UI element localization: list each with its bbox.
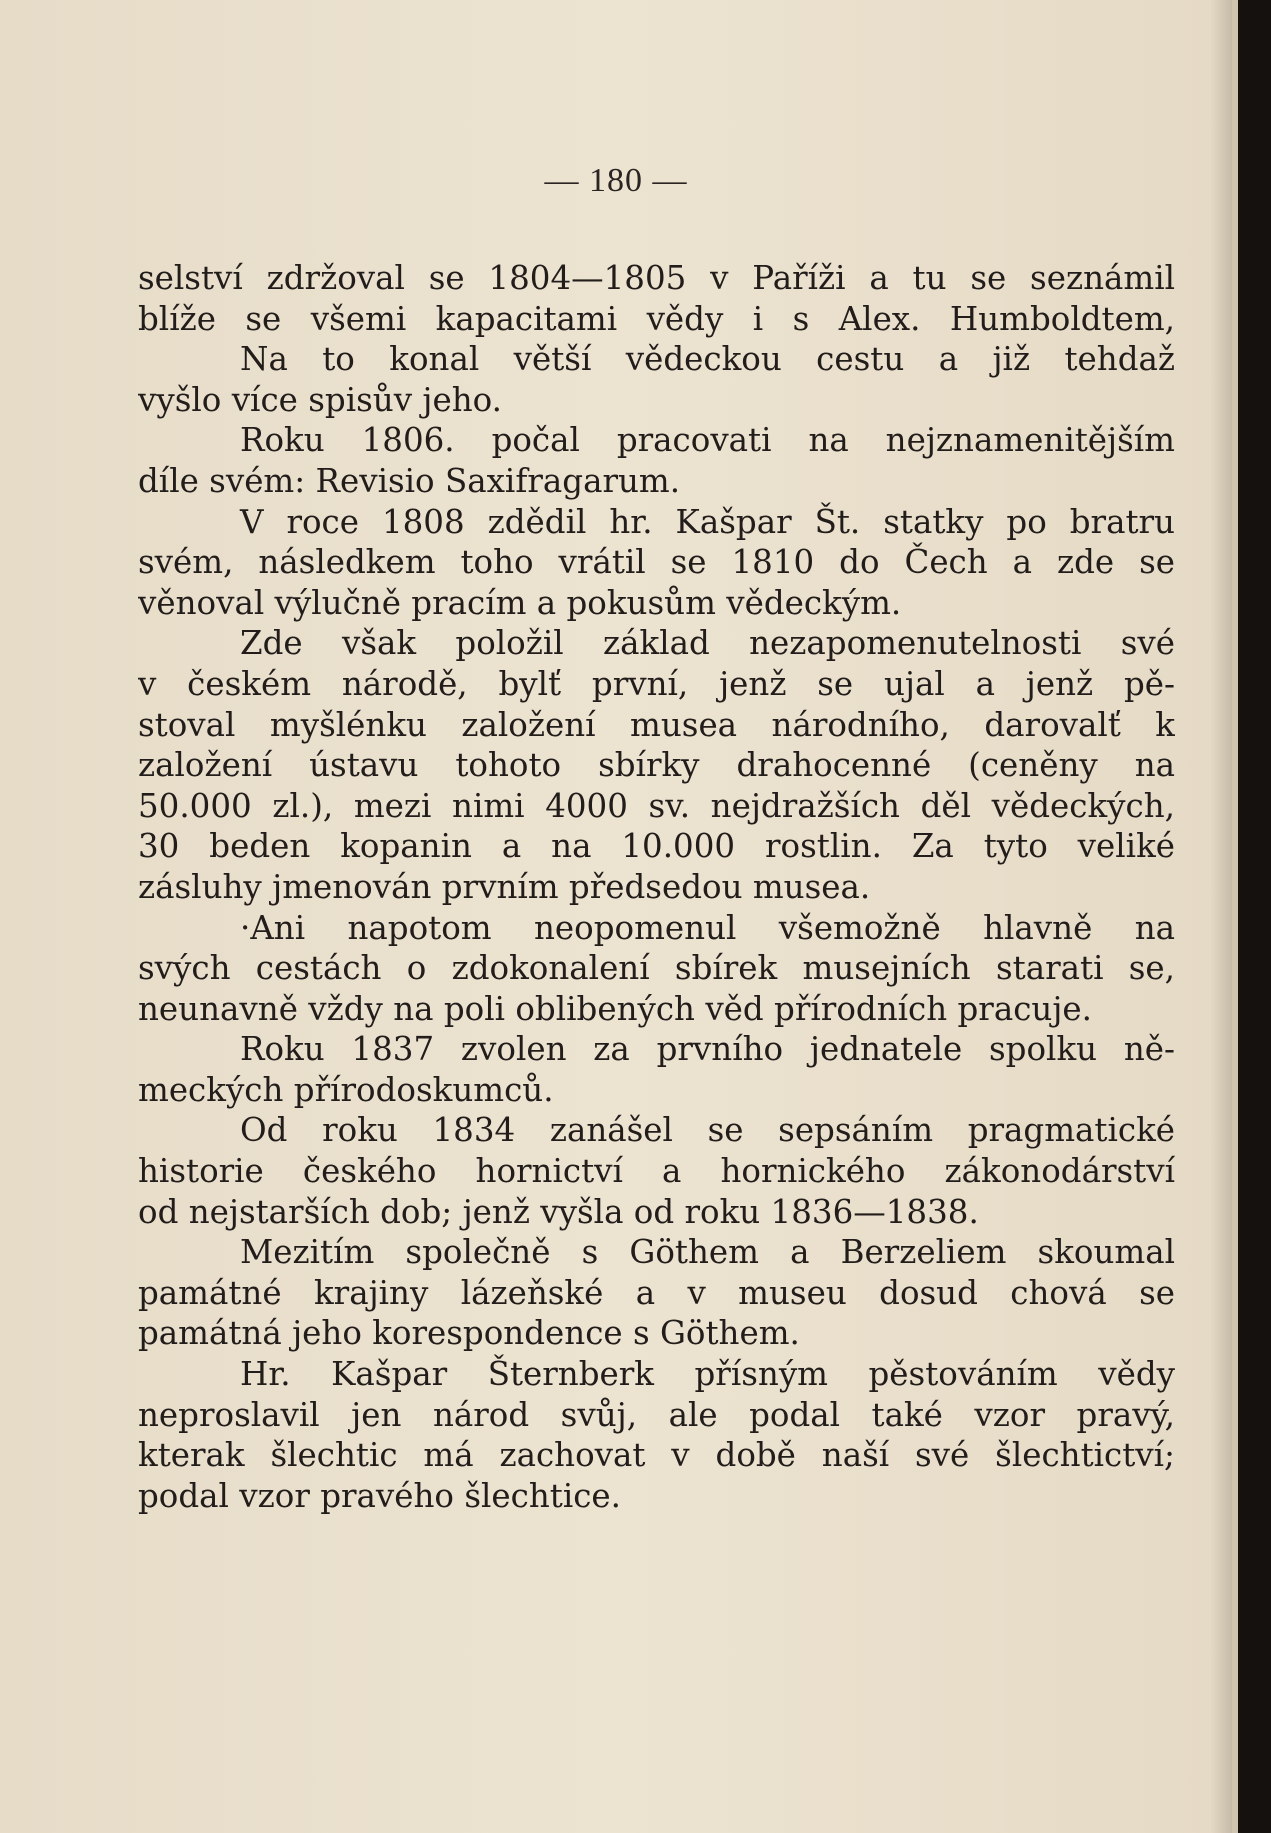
text-line: meckých přírodoskumců.: [138, 1070, 554, 1109]
text-line: V roce 1808 zdědil hr. Kašpar Št. statky po bratru: [240, 502, 1175, 541]
text-line: zásluhy jmenován prvním předsedou musea.: [138, 867, 871, 906]
text-line: Zde však položil základ nezapomenutelnosti své: [240, 624, 1175, 663]
text-line: Od roku 1834 zanášel se sepsáním pragmatické: [240, 1111, 1175, 1150]
text-line: selství zdržoval se 1804—1805 v Paříži a tu se seznámil: [138, 259, 1175, 297]
text-line: podal vzor pravého šlechtice.: [138, 1476, 621, 1515]
text-line: památná jeho korespondence s Göthem.: [138, 1314, 800, 1353]
text-line: věnoval výlučně pracím a pokusům vědeckým.: [138, 583, 902, 622]
text-line: stoval myšlénku založení musea národního, darovalť k: [138, 705, 1175, 744]
text-line: založení ústavu tohoto sbírky drahocenné (ceněny na: [138, 746, 1175, 785]
text-line: Roku 1837 zvolen za prvního jednatele spolku ně-: [240, 1030, 1175, 1069]
text-line: Hr. Kašpar Šternberk přísným pěstováním vědy: [240, 1355, 1175, 1394]
book-spine: [1238, 0, 1271, 1833]
text-line: památné krajiny lázeňské a v museu dosud chová se: [138, 1273, 1175, 1312]
text-line: historie českého hornictví a hornického zákonodárství: [138, 1152, 1175, 1191]
text-line: Mezitím společně s Göthem a Berzeliem skoumal: [240, 1233, 1175, 1272]
text-line: díle svém: Revisio Saxifragarum.: [138, 461, 681, 500]
text-line: neunavně vždy na poli oblibených věd přírodních pracuje.: [138, 989, 1092, 1028]
text-line: svém, následkem toho vrátil se 1810 do Čech a zde se: [138, 543, 1175, 582]
text-line: vyšlo více spisův jeho.: [138, 380, 502, 419]
text-line: neproslavil jen národ svůj, ale podal také vzor pravý,: [138, 1395, 1175, 1434]
body-text: [138, 258, 1175, 1516]
text-line: ·Ani napotom neopomenul všemožně hlavně na: [240, 908, 1175, 947]
page-number: — 180 —: [544, 162, 688, 199]
text-line: od nejstarších dob; jenž vyšla od roku 1836—1838.: [138, 1192, 979, 1231]
text-line: Na to konal větší vědeckou cestu a již tehdaž: [240, 340, 1175, 379]
text-line: 30 beden kopanin a na 10.000 rostlin. Za tyto veliké: [138, 827, 1175, 866]
text-line: v českém národě, bylť první, jenž se ujal a jenž pě-: [138, 664, 1175, 703]
text-line: kterak šlechtic má zachovat v době naší své šlechtictví;: [138, 1436, 1175, 1475]
text-line: blíže se všemi kapacitami vědy i s Alex. Humboldtem,: [138, 299, 1175, 338]
text-line: 50.000 zl.), mezi nimi 4000 sv. nejdražších děl vědeckých,: [138, 786, 1175, 825]
text-line: Roku 1806. počal pracovati na nejznamenitějším: [240, 421, 1175, 460]
text-line: svých cestách o zdokonalení sbírek musejních starati se,: [138, 949, 1175, 988]
